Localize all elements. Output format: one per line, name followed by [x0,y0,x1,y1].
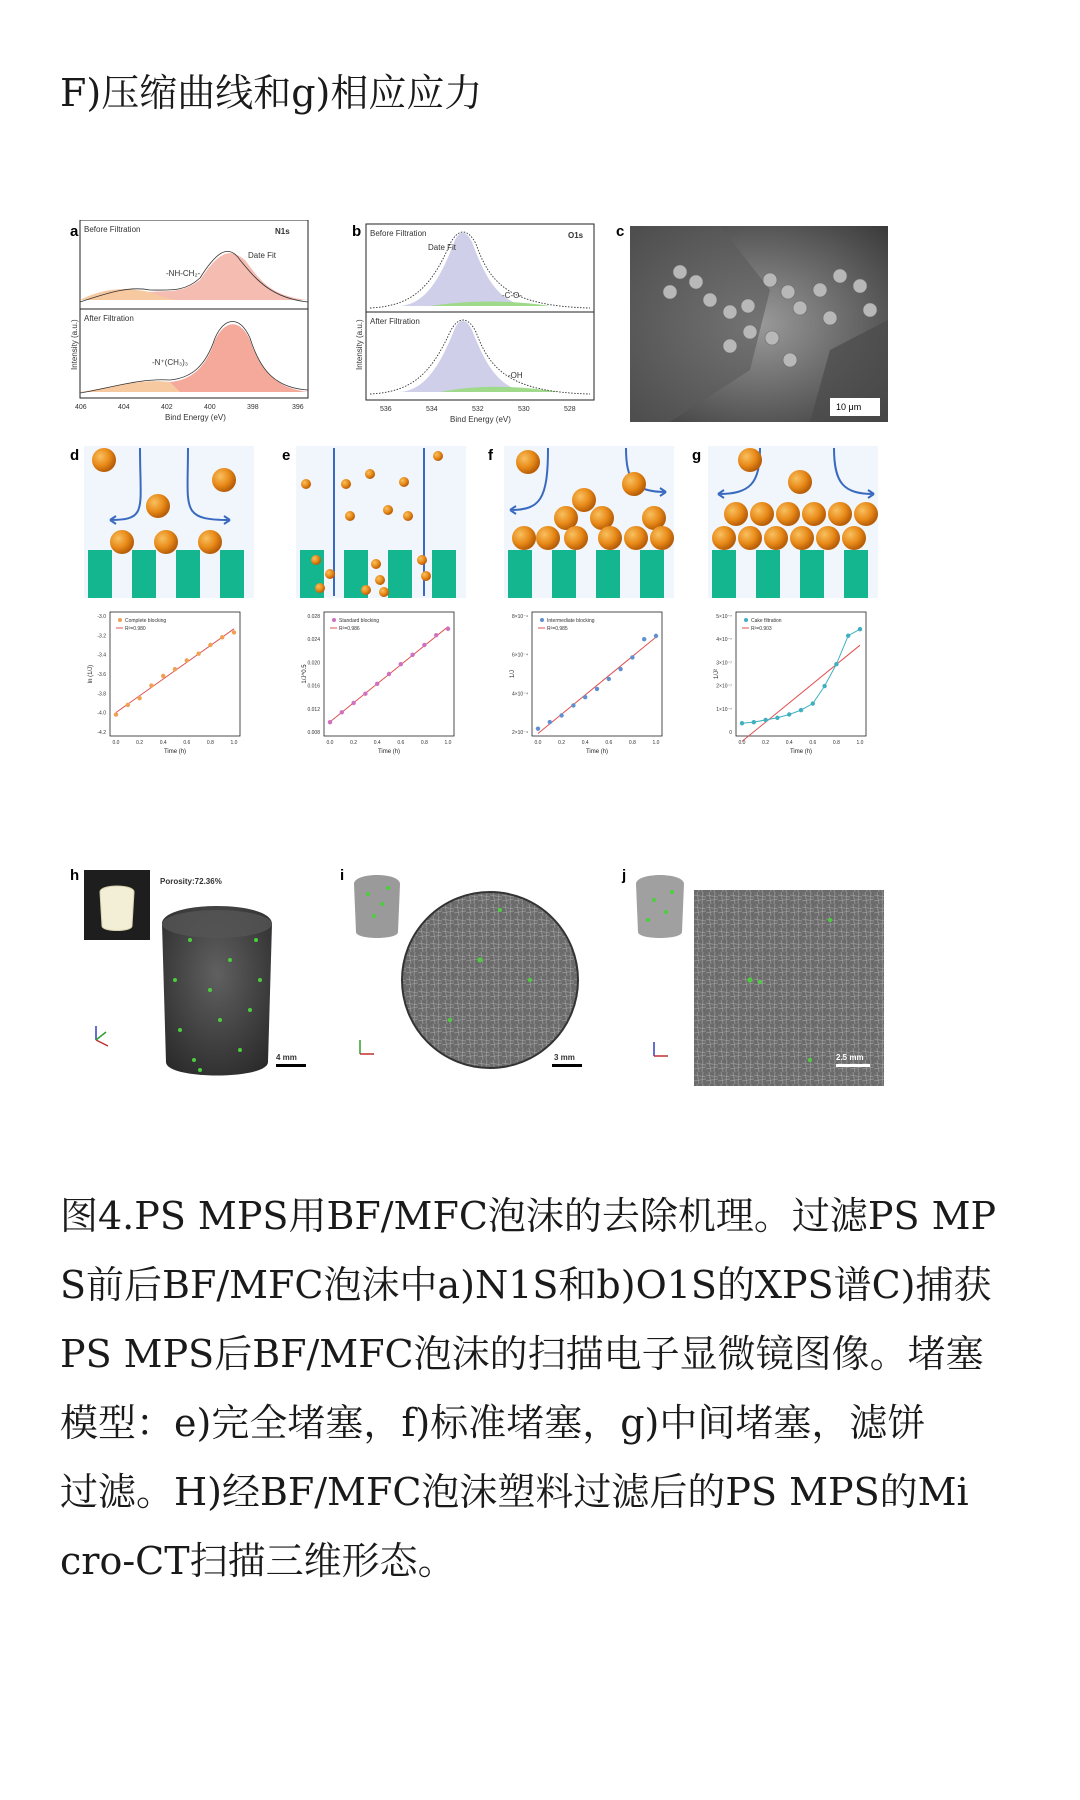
data-point [811,701,815,705]
fit-plot-1 [302,612,454,755]
data-point [363,692,367,696]
data-point [126,703,130,707]
panel-c-letter: c [616,223,625,240]
panel-b-peak2: -OH [508,371,523,380]
y-tick-label: -4.0 [97,710,106,717]
data-point [328,720,332,724]
panel-j-axes-icon [654,1042,668,1056]
panel-a-peak2: -N⁺(CH₃)₃ [152,358,189,367]
x-tick-label: 0.6 [183,740,191,746]
panel-a-xticks [75,404,304,411]
data-point [763,718,767,722]
data-point [858,627,862,631]
x-tick-label: 0.2 [350,740,358,746]
fit-line [538,637,656,733]
panel-i-mini-cylinder [354,875,400,938]
data-point [846,633,850,637]
x-axis-label: Time (h) [585,749,609,755]
data-point [196,652,200,656]
x-tick-label: 1.0 [856,740,864,746]
data-point [208,643,212,647]
panel-f [488,446,674,598]
caption-line: PS MPS后BF/MFC泡沫的扫描电子显微镜图像。堵塞 [60,1332,984,1376]
panel-h-axes-icon [96,1026,108,1046]
panel-b-xtick: 530 [518,406,530,413]
x-tick-label: 0.4 [373,740,381,746]
caption-line: 图4.PS MPS用BF/MFC泡沫的去除机理。过滤PS MP [60,1194,997,1238]
data-point [583,695,587,699]
panel-b-xticks [380,406,576,413]
y-tick-label: -3.2 [97,633,106,640]
y-tick-label: -3.0 [97,614,106,620]
panel-a-top-label: Before Filtration [84,225,141,234]
x-tick-label: 0.2 [762,740,770,746]
y-tick-label: -3.6 [97,672,106,678]
data-point [161,674,165,678]
data-point [410,653,414,657]
panel-b-ylabel: Intensity (a.u.) [355,319,364,370]
y-tick-label: 5×10⁻⁷ [716,614,732,620]
panel-i-scale: 3 mm [554,1053,575,1062]
x-tick-label: 0.8 [832,740,840,746]
data-point [434,633,438,637]
panel-g-letter: g [692,447,702,464]
panel-f-letter: f [488,447,493,464]
panel-b-xtick: 528 [564,406,576,413]
panel-j [621,867,884,1086]
y-tick-label: 0.028 [307,614,320,620]
y-tick-label: 3×10⁻⁷ [716,660,732,667]
panel-h-scale: 4 mm [276,1053,297,1062]
panel-b-fit-area-bottom [400,321,530,392]
legend-label: Cake filtration [751,618,782,624]
panel-e [282,446,466,598]
legend-marker [540,618,544,622]
panel-a-fit-label: Date Fit [248,251,277,260]
panel-a-xtick: 404 [118,404,130,411]
panel-i-axes-icon [360,1040,374,1054]
y-tick-label: 0.012 [307,706,320,713]
data-point [618,667,622,671]
panel-b-xlabel: Bind Energy (eV) [450,415,511,424]
data-point [787,712,791,716]
panel-j-mini-cylinder [636,875,684,938]
data-point [536,726,540,730]
x-axis-label: Time (h) [789,749,813,755]
data-point [185,658,189,662]
data-point [149,683,153,687]
panel-h-porosity: Porosity:72.36% [160,877,222,886]
y-tick-label: -4.2 [97,730,106,736]
data-point [799,708,803,712]
data-point [548,720,552,724]
data-point [752,720,756,724]
panel-a [70,220,308,422]
fit-line [742,645,860,741]
panel-a-xtick: 406 [75,404,87,411]
legend-label: Standard blocking [339,618,380,624]
caption-line: 模型：e)完全堵塞，f)标准堵塞，g)中间堵塞，滤饼 [60,1401,926,1445]
x-axis-label: Time (h) [377,749,401,755]
x-tick-label: 0.6 [809,740,817,746]
panel-a-letter: a [70,223,79,240]
panel-a-ylabel: Intensity (a.u.) [70,319,79,370]
y-axis-label: 1/J [510,669,516,679]
panel-b-peak1: -C-O- [502,291,522,300]
x-tick-label: 0.2 [136,740,144,746]
panel-b [352,223,594,424]
panel-b-element: O1s [568,231,584,240]
y-tick-label: -3.8 [97,691,106,698]
data-point [642,637,646,641]
panel-b-xtick: 532 [472,406,484,413]
panel-a-fit-area-bottom [80,324,308,392]
data-point [387,672,391,676]
data-point [822,684,826,688]
panel-b-xtick: 536 [380,406,392,413]
panel-b-bottom-label: After Filtration [370,317,420,326]
panel-b-xtick: 534 [426,406,438,413]
data-point [422,643,426,647]
y-axis-label: 1/J^0.5 [302,664,308,684]
panel-d [70,446,254,598]
x-tick-label: 0.0 [738,740,746,746]
legend-label: Intermediate blocking [547,618,595,624]
data-point [137,696,141,700]
y-tick-label: 8×10⁻⁴ [511,614,528,620]
x-tick-label: 0.0 [326,740,334,746]
data-point [630,655,634,659]
data-point [173,667,177,671]
y-tick-label: -3.4 [97,652,106,659]
panel-h [70,867,306,1076]
panel-a-xlabel: Bind Energy (eV) [165,413,226,422]
y-axis-label: 1/J² [714,668,720,680]
y-tick-label: 2×10⁻⁴ [511,730,528,736]
y-tick-label: 0 [729,730,732,736]
caption-line: cro-CT扫描三维形态。 [60,1539,456,1583]
panel-c-scale: 10 μm [836,402,862,412]
fit-plot-0 [88,612,240,755]
panel-a-bottom-label: After Filtration [84,314,134,323]
page-heading: F)压缩曲线和g)相应应力 [60,71,483,115]
panel-a-peak1: -NH-CH₂- [166,269,201,278]
y-tick-label: 2×10⁻⁷ [716,683,732,690]
data-point [340,710,344,714]
data-point [220,635,224,639]
data-point [595,687,599,691]
caption-line: 过滤。H)经BF/MFC泡沫塑料过滤后的PS MPS的Mi [60,1470,969,1514]
panel-j-letter: j [622,867,627,884]
fit-plots [88,612,866,755]
panel-a-xtick: 398 [247,404,259,411]
figure-caption [60,1182,1030,1596]
x-tick-label: 0.6 [397,740,405,746]
panel-h-scale-bar [276,1064,306,1067]
x-tick-label: 0.4 [159,740,167,746]
x-tick-label: 0.2 [558,740,566,746]
data-point [232,630,236,634]
x-tick-label: 0.6 [605,740,613,746]
legend-r2: R²=0.903 [751,626,772,632]
panel-e-letter: e [282,447,291,464]
legend-marker [118,618,122,622]
data-point [375,682,379,686]
panel-b-top-label: Before Filtration [370,229,427,238]
legend-marker [744,618,748,622]
y-tick-label: 1×10⁻⁷ [716,706,732,713]
x-tick-label: 0.4 [581,740,589,746]
y-axis-label: ln (1/J) [88,664,94,684]
x-tick-label: 0.0 [112,740,120,746]
y-tick-label: 0.024 [307,637,320,644]
panel-i-scale-bar [552,1064,582,1067]
data-point [446,627,450,631]
panel-h-ct-top [162,910,272,938]
y-tick-label: 0.016 [307,683,320,690]
panel-b-letter: b [352,223,362,240]
figure-4 [70,220,1030,1100]
y-tick-label: 0.008 [307,730,320,736]
panel-b-fit-label: Date Fit [428,243,457,252]
legend-marker [332,618,336,622]
data-point [740,721,744,725]
legend-r2: R²=0.985 [547,626,568,632]
x-tick-label: 0.0 [534,740,542,746]
data-point [654,634,658,638]
y-tick-label: 6×10⁻⁴ [511,652,528,659]
y-tick-label: 4×10⁻⁴ [511,691,528,698]
panel-a-xtick: 402 [161,404,173,411]
fit-plot-3 [714,612,866,755]
panel-j-scale-bar [836,1064,870,1067]
legend-r2: R²=0.986 [339,626,360,632]
caption-line: S前后BF/MFC泡沫中a)N1S和b)O1S的XPS谱C)捕获 [60,1263,992,1307]
data-point [571,703,575,707]
panel-d-letter: d [70,447,80,464]
panel-a-xtick: 400 [204,404,216,411]
panel-j-scale: 2.5 mm [836,1053,864,1062]
panel-c [616,223,888,422]
legend-r2: R²=0.980 [125,626,146,632]
data-point [114,712,118,716]
panel-g [692,446,878,598]
panel-a-xtick: 396 [292,404,304,411]
panel-i-letter: i [340,867,345,884]
y-tick-label: 0.020 [307,660,320,667]
legend-label: Complete blocking [125,618,167,624]
y-tick-label: 4×10⁻⁷ [716,637,732,644]
data-point [775,716,779,720]
panel-h-letter: h [70,867,80,884]
data-point [559,713,563,717]
x-tick-label: 0.8 [420,740,428,746]
x-tick-label: 1.0 [444,740,452,746]
data-point [399,662,403,666]
x-tick-label: 0.8 [628,740,636,746]
data-point [351,701,355,705]
x-tick-label: 0.8 [206,740,214,746]
fit-plot-2 [510,612,662,755]
x-tick-label: 0.4 [785,740,793,746]
x-tick-label: 1.0 [652,740,660,746]
data-point [834,662,838,666]
data-point [607,677,611,681]
panel-i [340,867,582,1068]
x-axis-label: Time (h) [163,749,187,755]
panel-a-element: N1s [275,227,290,236]
panel-h-foam-sample [100,886,134,931]
x-tick-label: 1.0 [230,740,238,746]
